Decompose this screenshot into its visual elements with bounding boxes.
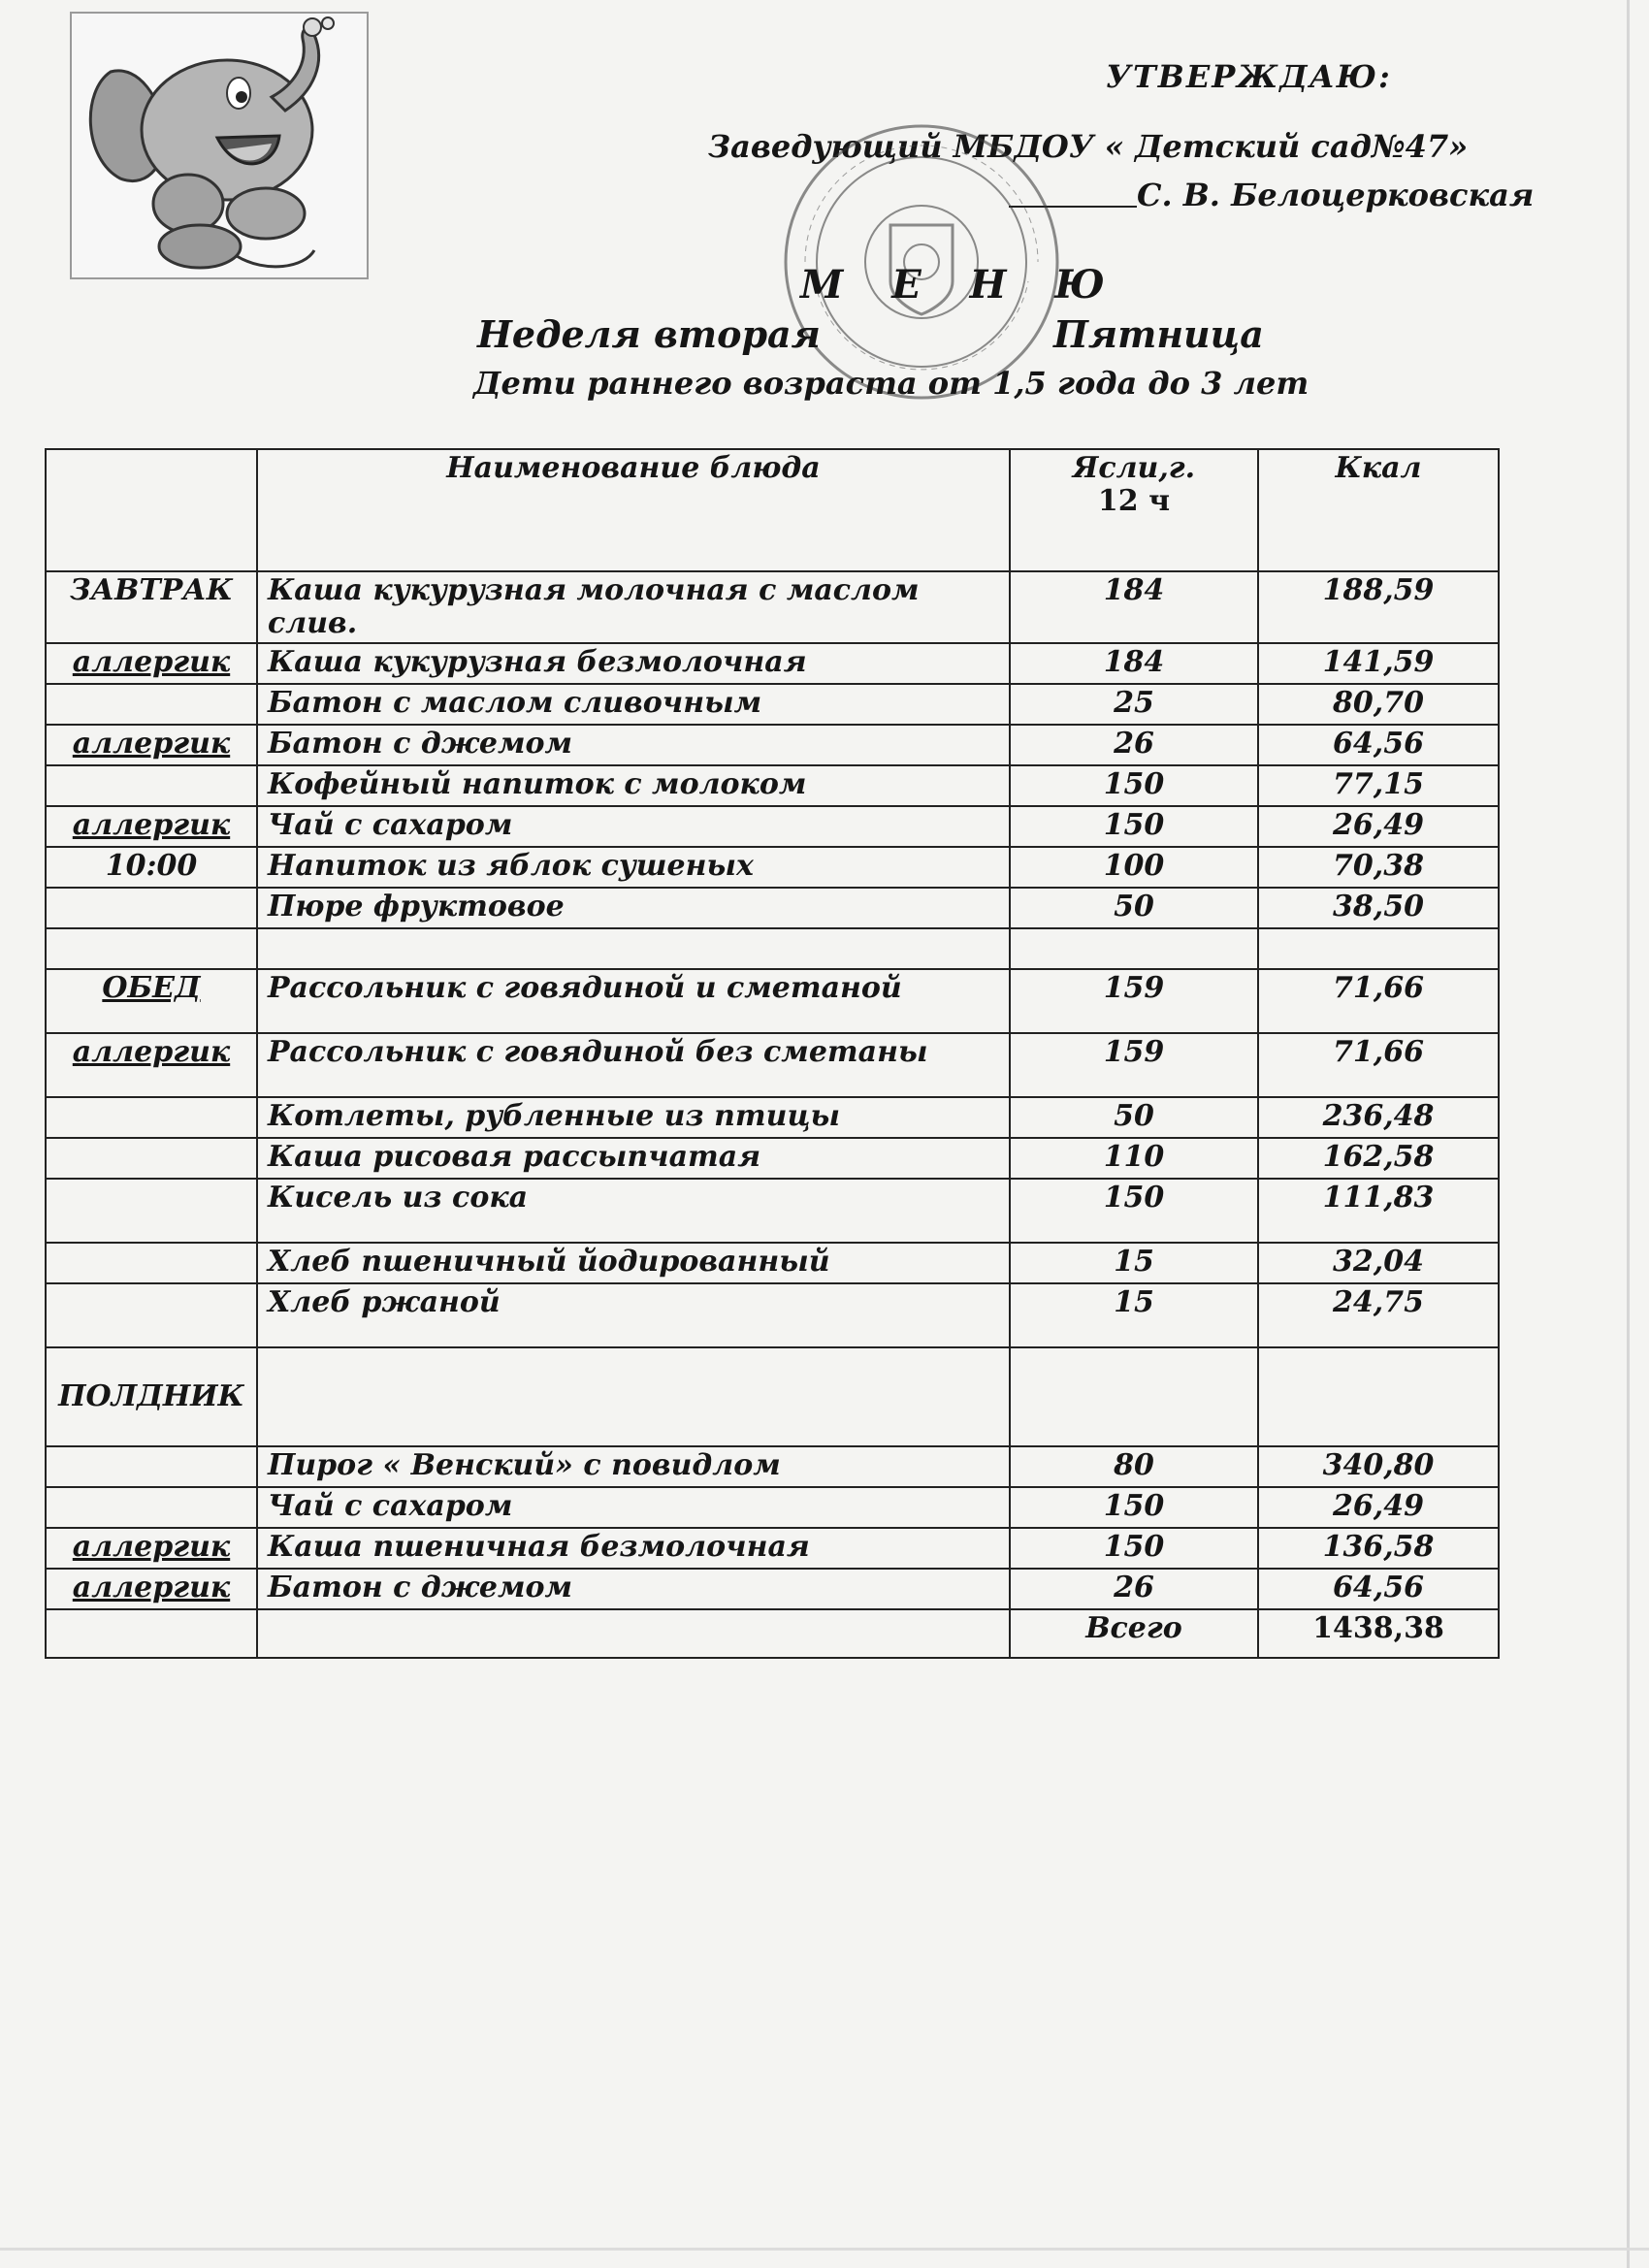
meal-label bbox=[46, 1138, 257, 1179]
dish-kcal bbox=[1258, 928, 1499, 969]
table-row bbox=[46, 888, 1499, 928]
header-grams-label: Ясли,г. bbox=[1072, 451, 1196, 485]
meal-text: 10:00 bbox=[105, 849, 198, 883]
dish-name: Кофейный напиток с молоком bbox=[257, 765, 1010, 806]
header-grams-sub: 12 ч bbox=[1097, 484, 1171, 518]
dish-grams: 150 bbox=[1010, 1179, 1258, 1243]
table-row bbox=[46, 1243, 1499, 1283]
header-dish-name: Наименование блюда bbox=[257, 449, 1010, 571]
dish-name: Каша кукурузная молочная с маслом слив. bbox=[257, 571, 1010, 643]
dish-grams: 50 bbox=[1010, 1097, 1258, 1138]
dish-name: Хлеб ржаной bbox=[257, 1283, 1010, 1347]
elephant-illustration-icon bbox=[70, 12, 369, 279]
dish-name: Кисель из сока bbox=[257, 1179, 1010, 1243]
total-label: Всего bbox=[1010, 1609, 1258, 1658]
table-row bbox=[46, 1033, 1499, 1097]
allergic-label bbox=[46, 725, 257, 765]
day-label: Пятница bbox=[1053, 312, 1264, 356]
meal-label bbox=[46, 888, 257, 928]
table-row bbox=[46, 684, 1499, 725]
dish-grams: 15 bbox=[1010, 1283, 1258, 1347]
table-row bbox=[46, 1179, 1499, 1243]
table-row bbox=[46, 571, 1499, 643]
dish-grams: 159 bbox=[1010, 1033, 1258, 1097]
allergic-label bbox=[46, 1569, 257, 1609]
table-row bbox=[46, 1528, 1499, 1569]
dish-grams: 110 bbox=[1010, 1138, 1258, 1179]
dish-kcal: 71,66 bbox=[1258, 1033, 1499, 1097]
meal-label bbox=[46, 1097, 257, 1138]
dish-name: Пирог « Венский» с повидлом bbox=[257, 1446, 1010, 1487]
dish-name: Напиток из яблок сушеных bbox=[257, 847, 1010, 888]
table-row bbox=[46, 928, 1499, 969]
dish-grams: 80 bbox=[1010, 1446, 1258, 1487]
meal-label bbox=[46, 1487, 257, 1528]
dish-kcal: 188,59 bbox=[1258, 571, 1499, 643]
dish-name: Рассольник с говядиной без сметаны bbox=[257, 1033, 1010, 1097]
table-row bbox=[46, 765, 1499, 806]
total-empty-cell bbox=[46, 1609, 257, 1658]
dish-kcal: 141,59 bbox=[1258, 643, 1499, 684]
meal-label bbox=[46, 684, 257, 725]
table-row bbox=[46, 806, 1499, 847]
meal-label bbox=[46, 928, 257, 969]
meal-text: аллергик bbox=[72, 727, 231, 761]
dish-grams: 150 bbox=[1010, 1528, 1258, 1569]
meal-text: ПОЛДНИК bbox=[58, 1379, 244, 1413]
dish-grams: 184 bbox=[1010, 643, 1258, 684]
page-edge bbox=[0, 2248, 1649, 2251]
table-row bbox=[46, 1347, 1499, 1446]
dish-kcal: 26,49 bbox=[1258, 806, 1499, 847]
table-row bbox=[46, 1097, 1499, 1138]
table-row bbox=[46, 1138, 1499, 1179]
table-header-row bbox=[46, 449, 1499, 571]
dish-grams: 26 bbox=[1010, 1569, 1258, 1609]
age-group-label: Дети раннего возраста от 1,5 года до 3 лет bbox=[473, 365, 1310, 402]
meal-label bbox=[46, 1179, 257, 1243]
allergic-label bbox=[46, 643, 257, 684]
meal-text: аллергик bbox=[72, 645, 231, 679]
total-row bbox=[46, 1609, 1499, 1658]
dish-name: Пюре фруктовое bbox=[257, 888, 1010, 928]
dish-grams: 150 bbox=[1010, 765, 1258, 806]
menu-table-body bbox=[46, 571, 1499, 1609]
dish-grams: 184 bbox=[1010, 571, 1258, 643]
page-edge bbox=[1627, 0, 1630, 2268]
dish-kcal: 77,15 bbox=[1258, 765, 1499, 806]
dish-name: Каша пшеничная безмолочная bbox=[257, 1528, 1010, 1569]
meal-label bbox=[46, 765, 257, 806]
dish-grams: 100 bbox=[1010, 847, 1258, 888]
approve-title: УТВЕРЖДАЮ: bbox=[1106, 58, 1392, 95]
dish-grams: 26 bbox=[1010, 725, 1258, 765]
table-row bbox=[46, 847, 1499, 888]
meal-text: аллергик bbox=[72, 1035, 231, 1069]
allergic-label bbox=[46, 1528, 257, 1569]
meal-text: ЗАВТРАК bbox=[69, 573, 234, 607]
dish-name: Чай с сахаром bbox=[257, 1487, 1010, 1528]
dish-kcal: 80,70 bbox=[1258, 684, 1499, 725]
dish-grams: 150 bbox=[1010, 1487, 1258, 1528]
dish-kcal: 64,56 bbox=[1258, 1569, 1499, 1609]
dish-name: Каша кукурузная безмолочная bbox=[257, 643, 1010, 684]
table-row bbox=[46, 643, 1499, 684]
dish-name bbox=[257, 928, 1010, 969]
dish-kcal: 32,04 bbox=[1258, 1243, 1499, 1283]
dish-name: Рассольник с говядиной и сметаной bbox=[257, 969, 1010, 1033]
dish-name: Батон с джемом bbox=[257, 725, 1010, 765]
dish-name: Котлеты, рубленные из птицы bbox=[257, 1097, 1010, 1138]
dish-grams: 150 bbox=[1010, 806, 1258, 847]
dish-grams bbox=[1010, 928, 1258, 969]
total-kcal: 1438,38 bbox=[1258, 1609, 1499, 1658]
meal-label bbox=[46, 1347, 257, 1446]
meal-label bbox=[46, 1446, 257, 1487]
dish-kcal bbox=[1258, 1347, 1499, 1446]
meal-label bbox=[46, 847, 257, 888]
meal-label bbox=[46, 571, 257, 643]
meal-label bbox=[46, 1283, 257, 1347]
table-row bbox=[46, 1283, 1499, 1347]
menu-title: М Е Н Ю bbox=[800, 262, 1122, 308]
dish-kcal: 24,75 bbox=[1258, 1283, 1499, 1347]
week-label: Неделя вторая bbox=[477, 312, 821, 356]
dish-kcal: 136,58 bbox=[1258, 1528, 1499, 1569]
dish-kcal: 236,48 bbox=[1258, 1097, 1499, 1138]
header-meal bbox=[46, 449, 257, 571]
dish-name: Батон с джемом bbox=[257, 1569, 1010, 1609]
dish-name: Чай с сахаром bbox=[257, 806, 1010, 847]
total-empty-cell bbox=[257, 1609, 1010, 1658]
approver-name: С. В. Белоцерковская bbox=[1137, 177, 1535, 213]
dish-name: Хлеб пшеничный йодированный bbox=[257, 1243, 1010, 1283]
dish-grams: 15 bbox=[1010, 1243, 1258, 1283]
dish-kcal: 162,58 bbox=[1258, 1138, 1499, 1179]
dish-name: Батон с маслом сливочным bbox=[257, 684, 1010, 725]
meal-label bbox=[46, 1243, 257, 1283]
dish-grams bbox=[1010, 1347, 1258, 1446]
dish-kcal: 340,80 bbox=[1258, 1446, 1499, 1487]
approver-position: Заведующий МБДОУ « Детский сад№47» bbox=[708, 128, 1469, 165]
allergic-label bbox=[46, 1033, 257, 1097]
dish-grams: 25 bbox=[1010, 684, 1258, 725]
dish-kcal: 71,66 bbox=[1258, 969, 1499, 1033]
meal-text: аллергик bbox=[72, 808, 231, 842]
dish-kcal: 38,50 bbox=[1258, 888, 1499, 928]
dish-kcal: 111,83 bbox=[1258, 1179, 1499, 1243]
table-row bbox=[46, 969, 1499, 1033]
table-row bbox=[46, 1487, 1499, 1528]
meal-label bbox=[46, 969, 257, 1033]
allergic-label bbox=[46, 806, 257, 847]
dish-kcal: 26,49 bbox=[1258, 1487, 1499, 1528]
table-row bbox=[46, 1446, 1499, 1487]
menu-table bbox=[45, 448, 1500, 1659]
header-kcal: Ккал bbox=[1258, 449, 1499, 571]
table-row bbox=[46, 1569, 1499, 1609]
table-row bbox=[46, 725, 1499, 765]
meal-text: аллергик bbox=[72, 1530, 231, 1564]
dish-grams: 50 bbox=[1010, 888, 1258, 928]
dish-grams: 159 bbox=[1010, 969, 1258, 1033]
header-grams bbox=[1010, 449, 1258, 571]
meal-text: аллергик bbox=[72, 1571, 231, 1604]
meal-text: ОБЕД bbox=[102, 971, 201, 1005]
dish-name: Каша рисовая рассыпчатая bbox=[257, 1138, 1010, 1179]
dish-kcal: 64,56 bbox=[1258, 725, 1499, 765]
dish-name bbox=[257, 1347, 1010, 1446]
dish-kcal: 70,38 bbox=[1258, 847, 1499, 888]
